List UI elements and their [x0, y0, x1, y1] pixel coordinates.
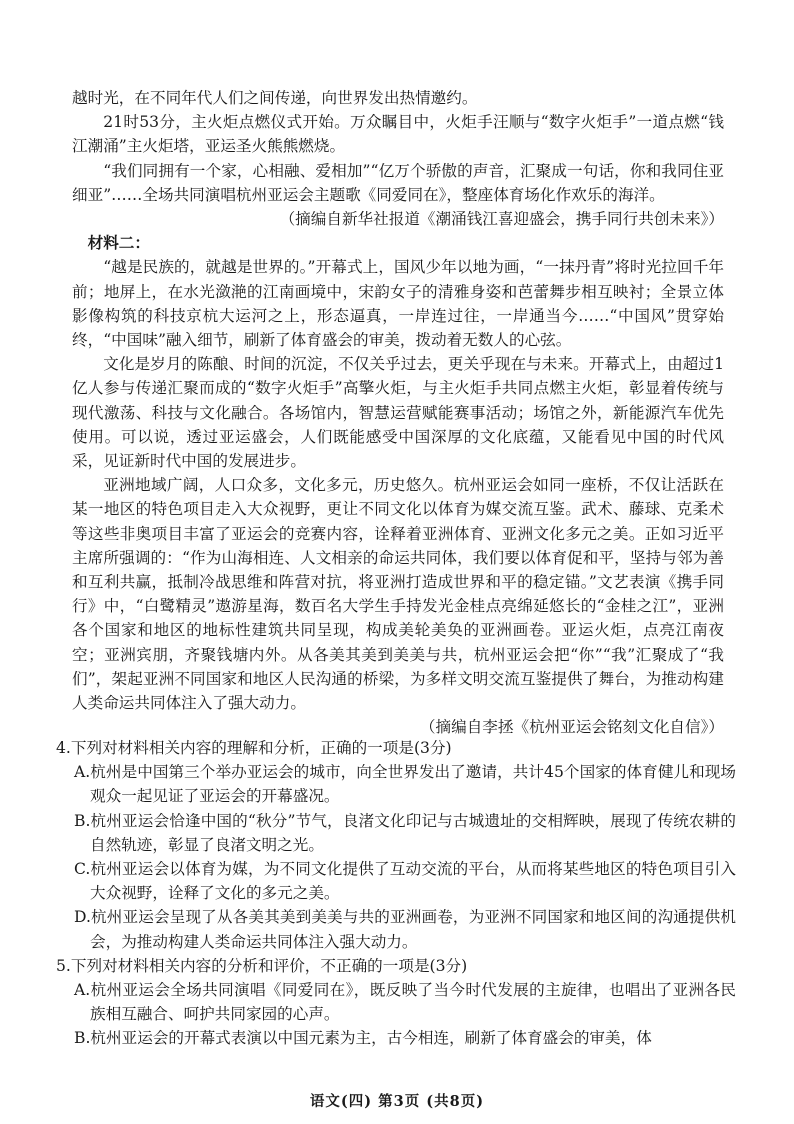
question-5-option-b: B.杭州亚运会的开幕式表演以中国元素为主，古今相连，刷新了体育盛会的审美，体 — [74, 1029, 652, 1048]
question-5-stem: 5.下列对材料相关内容的分析和评价，不正确的一项是(3分) — [56, 956, 468, 975]
page-footer: 语文(四) 第3页 (共8页) — [309, 1093, 485, 1110]
paragraph: 越时光，在不同年代人们之间传递，向世界发出热情邀约。 — [72, 89, 478, 107]
question-4-option-d: D.杭州亚运会呈现了从各美其美到美美与共的亚洲画卷，为亚洲不同国家和地区间的沟通提供机会，为推动构建人类命运共同体注入强大动力。 — [74, 908, 736, 951]
paragraph: “我们同拥有一个家，心相融、爱相加”“亿万个骄傲的声音，汇聚成一句话，你和我同住亚细亚”……全场共同演唱杭州亚运会主题歌《同爱同在》，整座体育场化作欢乐的海洋。 — [72, 161, 724, 204]
source-citation-1: （摘编自新华社报道《潮涌钱江喜迎盛会，携手同行共创未来》） — [279, 210, 724, 229]
paragraph: 文化是岁月的陈酿、时间的沉淀，不仅关乎过去，更关乎现在与未来。开幕式上，由超过1亿人参与传递汇聚而成的“数字火炬手”高擎火炬，与主火炬手共同点燃主火炬，彰显着传统与现代激荡、科技与文化融合。各场馆内，智慧运营赋能赛事活动；场馆之外，新能源汽车优先使用。可以说，透过亚运盛会，人们既能感受中国深厚的文化底蕴，又能看见中国的时代风采，见证新时代中国的发展进步。 — [72, 355, 724, 471]
material-1-continuation — [72, 86, 724, 739]
paragraph: “越是民族的，就越是世界的。”开幕式上，国风少年以地为画，“一抹丹青”将时光拉回千年前；地屏上，在水光潋滟的江南画境中，宋韵女子的清雅身姿和芭蕾舞步相互映衬；全景立体影像构筑的科技京杭大运河之上，形态逼真，一岸连过往，一岸通当今……“中国风”贯穿始终，“中国味”融入细节，刷新了体育盛会的审美，拨动着无数人的心弦。 — [72, 258, 724, 350]
paragraph: 亚洲地域广阔，人口众多，文化多元，历史悠久。杭州亚运会如同一座桥，不仅让活跃在某一地区的特色项目走入大众视野，更让不同文化以体育为媒交流互鉴。武术、藤球、克柔术等这些非奥项目丰富了亚运会的竞赛内容，诠释着亚洲体育、亚洲文化多元之美。正如习近平主席所强调的：“作为山海相连、人文相亲的命运共同体，我们要以体育促和平，坚持与邻为善和互利共赢，抵制冷战思维和阵营对抗，将亚洲打造成世界和平的稳定锚。”文艺表演《携手同行》中，“白鹭精灵”遨游星海，数百名大学生手持发光金桂点亮绵延悠长的“金桂之江”，亚洲各个国家和地区的地标性建筑共同呈现，构成美轮美奂的亚洲画卷。亚运火炬，点亮江南夜空；亚洲宾朋，齐聚钱塘内外。从各美其美到美美与共，杭州亚运会把“你”“我”汇聚成了“我们”，架起亚洲不同国家和地区人民沟通的桥梁，为多样文明交流互鉴提供了舞台，为推动构建人类命运共同体注入了强大动力。 — [72, 476, 724, 713]
question-5-option-a: A.杭州亚运会全场共同演唱《同爱同在》，既反映了当今时代发展的主旋律，也唱出了亚洲各民族相互融合、呵护共同家园的心声。 — [74, 981, 736, 1024]
questions — [56, 736, 736, 1051]
material-2-heading: 材料二： — [87, 233, 150, 253]
question-4-stem: 4.下列对材料相关内容的理解和分析，正确的一项是(3分) — [56, 739, 452, 757]
paragraph: 21时53分，主火炬点燃仪式开始。万众瞩目中，火炬手汪顺与“数字火炬手”一道点燃“钱江潮涌”主火炬塔，亚运圣火熊熊燃烧。 — [72, 113, 724, 156]
question-4-option-b: B.杭州亚运会恰逢中国的“秋分”节气，良渚文化印记与古城遗址的交相辉映，展现了传统农耕的自然轨迹，彰显了良渚文明之光。 — [74, 811, 736, 854]
question-4-option-c: C.杭州亚运会以体育为媒，为不同文化提供了互动交流的平台，从而将某些地区的特色项目引入大众视野，诠释了文化的多元之美。 — [74, 860, 736, 903]
source-citation-2: （摘编自李拯《杭州亚运会铭刻文化自信》） — [419, 718, 724, 737]
question-4-option-a: A.杭州是中国第三个举办亚运会的城市，向全世界发出了邀请，共计45个国家的体育健儿和现场观众一起见证了亚运会的开幕盛况。 — [74, 763, 736, 806]
